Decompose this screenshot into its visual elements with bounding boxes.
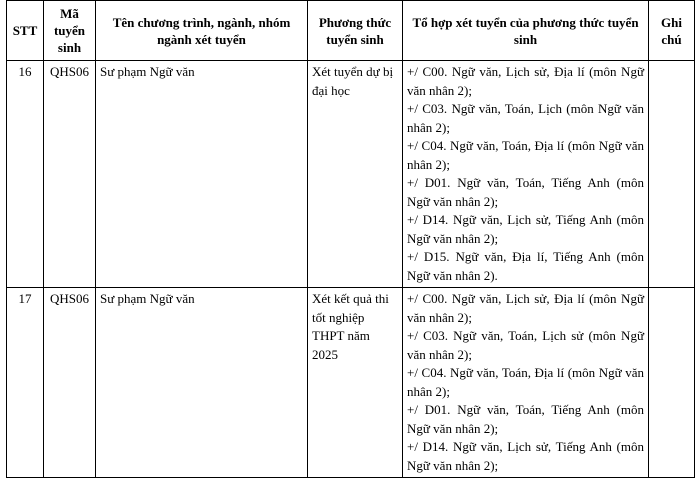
combo-line: +/ C04. Ngữ văn, Toán, Địa lí (môn Ngữ văn nhân 2);: [407, 365, 644, 399]
header-combo: Tổ hợp xét tuyển của phương thức tuyển sinh: [403, 1, 649, 61]
table-row: [7, 61, 695, 288]
cell-code: QHS06: [44, 61, 96, 288]
cell-note: [649, 288, 695, 478]
cell-stt: 16: [7, 61, 44, 288]
cell-combos: [403, 288, 649, 478]
header-stt: STT: [7, 1, 44, 61]
header-name: Tên chương trình, ngành, nhóm ngành xét tuyển: [96, 1, 308, 61]
combo-line: +/ C03. Ngữ văn, Toán, Lịch sử (môn Ngữ văn nhân 2);: [407, 328, 644, 362]
header-method: Phương thức tuyển sinh: [308, 1, 403, 61]
combo-line: +/ D14. Ngữ văn, Lịch sử, Tiếng Anh (môn Ngữ văn nhân 2);: [407, 212, 644, 246]
combo-line: +/ D15. Ngữ văn, Địa lí, Tiếng Anh (môn Ngữ văn nhân 2).: [407, 249, 644, 283]
table-row: [7, 288, 695, 478]
combo-line: +/ D01. Ngữ văn, Toán, Tiếng Anh (môn Ngữ văn nhân 2);: [407, 175, 644, 209]
combo-line: +/ C04. Ngữ văn, Toán, Địa lí (môn Ngữ văn nhân 2);: [407, 138, 644, 172]
combo-line: +/ C03. Ngữ văn, Toán, Lịch (môn Ngữ văn nhân 2);: [407, 101, 644, 135]
header-row: [7, 1, 695, 61]
cell-note: [649, 61, 695, 288]
cell-combos: [403, 61, 649, 288]
cell-method: Xét kết quả thi tốt nghiệp THPT năm 2025: [308, 288, 403, 478]
combo-line: +/ D14. Ngữ văn, Lịch sử, Tiếng Anh (môn Ngữ văn nhân 2);: [407, 439, 644, 473]
header-note: Ghi chú: [649, 1, 695, 61]
cell-method: Xét tuyển dự bị đại học: [308, 61, 403, 288]
header-code: Mã tuyển sinh: [44, 1, 96, 61]
cell-name: Sư phạm Ngữ văn: [96, 61, 308, 288]
combo-line: +/ D01. Ngữ văn, Toán, Tiếng Anh (môn Ngữ văn nhân 2);: [407, 402, 644, 436]
cell-name: Sư phạm Ngữ văn: [96, 288, 308, 478]
cell-stt: 17: [7, 288, 44, 478]
admissions-table: [6, 0, 695, 478]
cell-code: QHS06: [44, 288, 96, 478]
combo-line: +/ C00. Ngữ văn, Lịch sử, Địa lí (môn Ngữ văn nhân 2);: [407, 64, 644, 98]
combo-line: +/ C00. Ngữ văn, Lịch sử, Địa lí (môn Ngữ văn nhân 2);: [407, 291, 644, 325]
